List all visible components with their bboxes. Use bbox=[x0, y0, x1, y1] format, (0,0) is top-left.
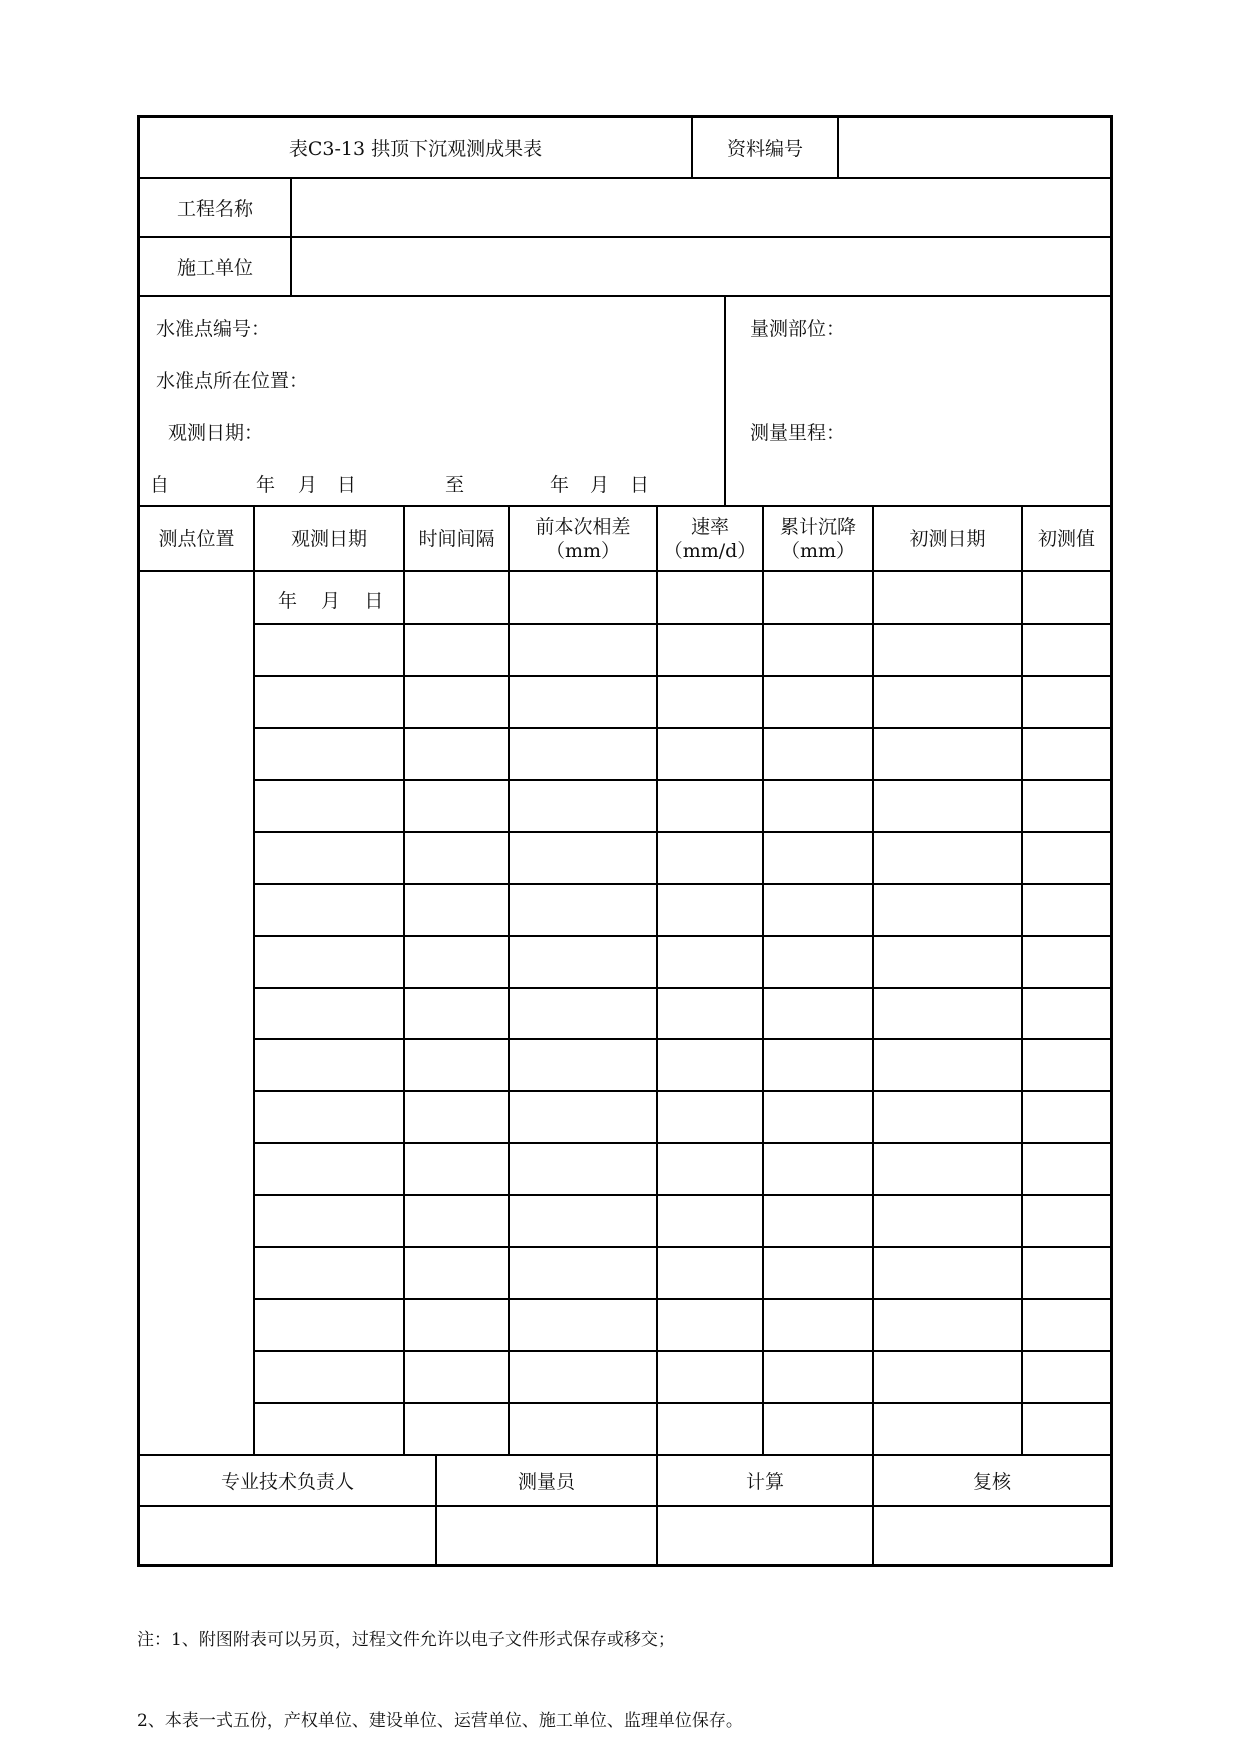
col-initial-value: 初测值 bbox=[1021, 507, 1110, 570]
col-initial-date: 初测日期 bbox=[872, 507, 1021, 570]
grid-line-7 bbox=[1021, 572, 1023, 1455]
grid-row-line bbox=[253, 623, 1110, 625]
column-header-row bbox=[140, 507, 1110, 572]
col-time-interval: 时间间隔 bbox=[403, 507, 508, 570]
footnote-2: 2、本表一式五份，产权单位、建设单位、运营单位、施工单位、监理单位保存。 bbox=[137, 1711, 743, 1731]
sig-surveyor-field[interactable] bbox=[435, 1507, 656, 1564]
grid-row-line bbox=[253, 831, 1110, 833]
results-form bbox=[137, 115, 1113, 1567]
col-rate: 速率 （mm/d） bbox=[656, 507, 762, 570]
title-row bbox=[140, 118, 1110, 179]
sig-review-field[interactable] bbox=[872, 1507, 1110, 1564]
grid-line-2 bbox=[403, 572, 405, 1455]
builder-row bbox=[140, 238, 1110, 297]
from-year: 年 bbox=[256, 474, 276, 496]
col-cumulative-settlement: 累计沉降 （mm） bbox=[762, 507, 872, 570]
grid-row-line bbox=[253, 883, 1110, 885]
grid-row-line bbox=[253, 1142, 1110, 1144]
grid-row-line bbox=[253, 935, 1110, 937]
grid-row-line bbox=[253, 1298, 1110, 1300]
from-month: 月 bbox=[298, 474, 318, 496]
grid-row-line bbox=[253, 727, 1110, 729]
grid-line-6 bbox=[872, 572, 874, 1455]
date-from-label: 自 bbox=[150, 474, 170, 496]
to-month: 月 bbox=[590, 474, 610, 496]
grid-line-1 bbox=[253, 572, 255, 1455]
benchmark-no-label: 水准点编号： bbox=[156, 318, 271, 340]
grid-row-line bbox=[253, 1090, 1110, 1092]
sig-tech-lead-field[interactable] bbox=[140, 1507, 435, 1564]
grid-line-3 bbox=[508, 572, 510, 1455]
to-day: 日 bbox=[630, 474, 650, 496]
grid-line-5 bbox=[762, 572, 764, 1455]
grid-row-line bbox=[253, 779, 1110, 781]
signature-field-row bbox=[140, 1507, 1110, 1564]
info-divider bbox=[724, 297, 726, 505]
benchmark-location-label: 水准点所在位置： bbox=[156, 370, 309, 392]
col-difference: 前本次相差 （mm） bbox=[508, 507, 656, 570]
grid-row-line bbox=[253, 1038, 1110, 1040]
observation-date-label: 观测日期： bbox=[168, 422, 264, 444]
doc-no-label: 资料编号 bbox=[691, 118, 837, 177]
grid-row-line bbox=[253, 1246, 1110, 1248]
grid-row-line bbox=[253, 1402, 1110, 1404]
measure-mileage-label: 测量里程： bbox=[750, 422, 846, 444]
grid-row-line bbox=[253, 1350, 1110, 1352]
footnotes bbox=[137, 1573, 743, 1762]
project-name-row bbox=[140, 179, 1110, 238]
col-observation-date: 观测日期 bbox=[253, 507, 403, 570]
builder-label: 施工单位 bbox=[176, 257, 253, 279]
first-row-date: 年 月 日 bbox=[278, 590, 384, 612]
grid-line-4 bbox=[656, 572, 658, 1455]
builder-field[interactable] bbox=[290, 238, 1110, 295]
signature-header-row bbox=[140, 1455, 1110, 1507]
sig-tech-lead-label: 专业技术负责人 bbox=[220, 1470, 354, 1493]
grid-row-line bbox=[253, 675, 1110, 677]
doc-no-field[interactable] bbox=[837, 118, 1110, 177]
footnote-1: 注：1、附图附表可以另页，过程文件允许以电子文件形式保存或移交； bbox=[137, 1630, 675, 1650]
data-grid bbox=[140, 572, 1110, 1455]
measure-part-label: 量测部位： bbox=[750, 318, 846, 340]
project-name-label: 工程名称 bbox=[176, 198, 253, 220]
from-day: 日 bbox=[337, 474, 357, 496]
project-name-field[interactable] bbox=[290, 179, 1110, 236]
grid-row-line bbox=[253, 1194, 1110, 1196]
benchmark-info-row bbox=[140, 297, 1110, 507]
sig-surveyor-label: 测量员 bbox=[435, 1455, 656, 1505]
date-to-label: 至 bbox=[445, 474, 465, 496]
to-year: 年 bbox=[550, 474, 570, 496]
sig-review-label: 复核 bbox=[872, 1455, 1110, 1505]
form-title: 表C3-13 拱顶下沉观测成果表 bbox=[288, 138, 543, 160]
sig-calculation-field[interactable] bbox=[656, 1507, 872, 1564]
grid-row-line bbox=[253, 987, 1110, 989]
col-point-location: 测点位置 bbox=[158, 527, 235, 550]
sig-calculation-label: 计算 bbox=[656, 1455, 872, 1505]
